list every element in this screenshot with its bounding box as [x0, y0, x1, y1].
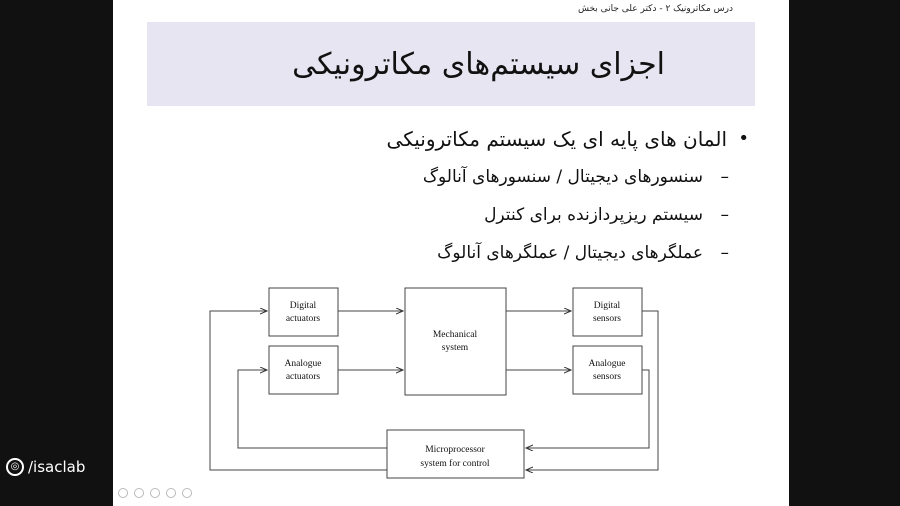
- mechanical-system-label-1: Mechanical: [432, 330, 478, 340]
- dash-icon: –: [720, 205, 729, 225]
- sub-bullet-text: سیستم ریزپردازنده برای کنترل: [484, 205, 703, 225]
- sub-bullet-text: عملگرهای دیجیتال / عملگرهای آنالوگ: [437, 243, 703, 263]
- dash-icon: –: [720, 243, 729, 263]
- prev-slide-icon[interactable]: [118, 488, 128, 498]
- arrow-micro-to-digital-actuators: [210, 311, 387, 470]
- watermark: [6, 458, 85, 476]
- digital-sensors-label-1: Digital: [593, 301, 621, 311]
- mechanical-system-label-2: system: [441, 343, 469, 353]
- mechatronics-diagram: [113, 0, 789, 506]
- digital-sensors-label-2: sensors: [593, 314, 621, 324]
- bullet-text: المان های پایه ای یک سیستم مکاترونیکی: [386, 127, 727, 151]
- digital-actuators-box: [269, 288, 338, 336]
- watermark-label: /isaclab: [28, 458, 86, 476]
- slide-controls: [118, 488, 192, 498]
- digital-sensors-box: [573, 288, 642, 336]
- sub-bullet-text: سنسورهای دیجیتال / سنسورهای آنالوگ: [422, 167, 703, 187]
- bullet-dot-icon: •: [738, 128, 749, 149]
- slide-title: اجزای سیستم‌های مکاترونیکی: [292, 46, 665, 82]
- microprocessor-label-2: system for control: [420, 459, 490, 469]
- arrow-analogue-sensors-to-micro: [526, 370, 649, 448]
- digital-actuators-label-1: Digital: [289, 301, 317, 311]
- menu-icon[interactable]: [150, 488, 160, 498]
- analogue-actuators-label-2: actuators: [285, 372, 321, 382]
- next-slide-icon[interactable]: [182, 488, 192, 498]
- digital-actuators-label-2: actuators: [285, 314, 321, 324]
- zoom-icon[interactable]: [166, 488, 176, 498]
- slide: [113, 0, 789, 506]
- analogue-sensors-label-2: sensors: [593, 372, 621, 382]
- microprocessor-label-1: Microprocessor: [425, 445, 485, 455]
- header-note: درس مکاترونیک ۲ - دکتر علی جانی بخش: [577, 4, 733, 14]
- analogue-sensors-box: [573, 346, 642, 394]
- dash-icon: –: [720, 167, 729, 187]
- instagram-icon: ◎: [6, 458, 24, 476]
- arrow-digital-sensors-to-micro: [526, 311, 658, 470]
- analogue-actuators-label-1: Analogue: [284, 359, 322, 369]
- analogue-sensors-label-1: Analogue: [588, 359, 626, 369]
- pen-icon[interactable]: [134, 488, 144, 498]
- analogue-actuators-box: [269, 346, 338, 394]
- mechanical-system-box: [405, 288, 506, 395]
